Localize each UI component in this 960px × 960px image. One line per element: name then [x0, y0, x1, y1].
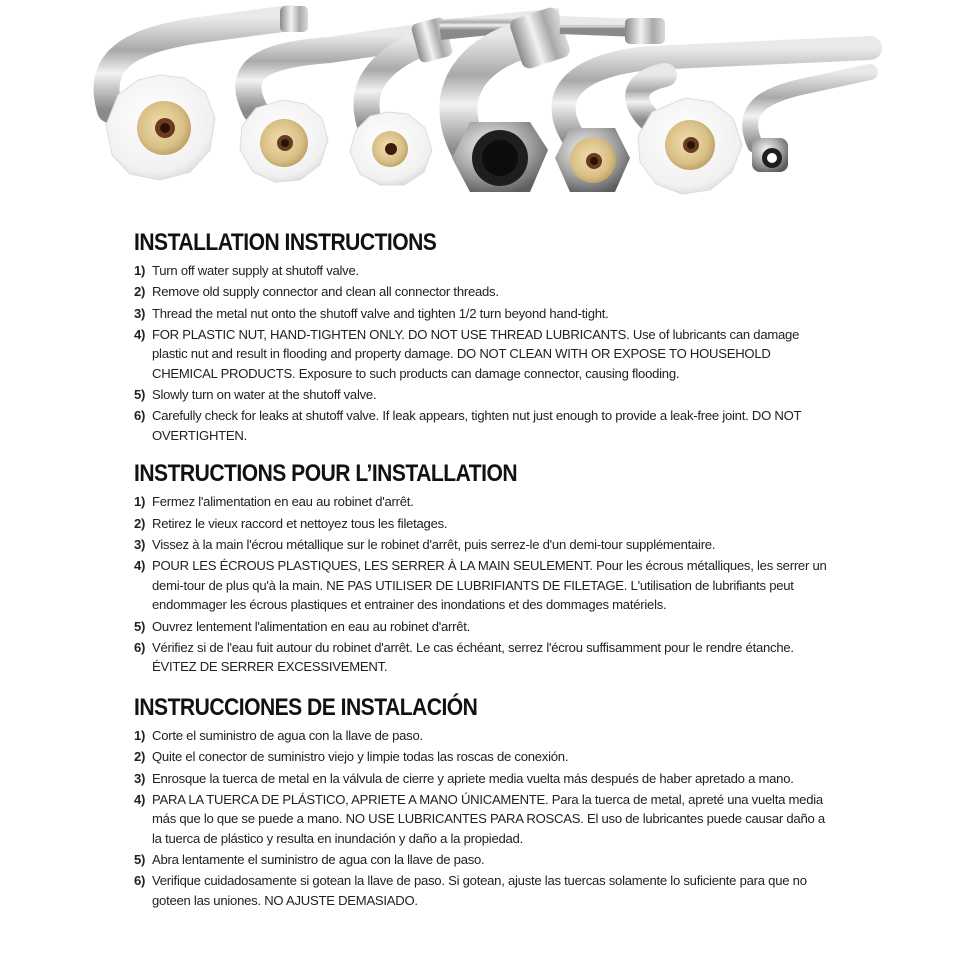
step: [134, 514, 834, 534]
step-number: 4): [134, 558, 146, 574]
step: [134, 726, 834, 746]
steps-list: [134, 726, 834, 910]
step: [134, 638, 834, 677]
section-spanish: [134, 693, 834, 910]
step-text: Vissez à la main l'écrou métallique sur le robinet d'arrêt, puis serrez-le d'un demi-tour supplémentaire.: [152, 537, 716, 553]
step-number: 3): [134, 770, 146, 786]
steps-list: [134, 492, 834, 676]
section-title: INSTRUCTIONS POUR L’INSTALLATION: [134, 460, 518, 488]
step-number: 2): [134, 515, 146, 531]
step: [134, 769, 834, 789]
step: [134, 871, 834, 910]
step-number: 2): [134, 284, 146, 300]
step-number: 4): [134, 326, 146, 342]
step-number: 3): [134, 305, 146, 321]
step: [134, 304, 834, 324]
step: [134, 617, 834, 637]
hose-7: [750, 72, 870, 172]
step-text: Remove old supply connector and clean all connector threads.: [152, 284, 499, 300]
step-number: 1): [134, 727, 146, 743]
step: [134, 535, 834, 555]
section-english: [134, 228, 834, 445]
step-text: Corte el suministro de agua con la llave de paso.: [152, 727, 423, 743]
step: [134, 325, 834, 384]
step-text: Slowly turn on water at the shutoff valve.: [152, 387, 377, 403]
product-photo: [0, 0, 960, 215]
step-text: PARA LA TUERCA DE PLÁSTICO, APRIETE A MANO ÚNICAMENTE. Para la tuerca de metal, apreté una vuelta media más que lo que se puede a mano. NO USE LUBRICANTES PARA ROSCAS. El uso de lubricantes puede causar daño a la tuerca de plástico y resulta en inundación y daño a la propiedad.: [152, 791, 825, 846]
step-number: 6): [134, 639, 146, 655]
step: [134, 261, 834, 281]
step-number: 4): [134, 791, 146, 807]
step: [134, 492, 834, 512]
step-text: Carefully check for leaks at shutoff valve. If leak appears, tighten nut just enough to provide a leak-free joint. DO NOT OVERTIGHTEN.: [152, 408, 802, 443]
step-number: 5): [134, 387, 146, 403]
step-number: 3): [134, 537, 146, 553]
step-text: Verifique cuidadosamente si gotean la llave de paso. Si gotean, ajuste las tuercas solamente lo suficiente para que no goteen las uniones. NO AJUSTE DEMASIADO.: [152, 873, 807, 908]
step: [134, 747, 834, 767]
step-text: Retirez le vieux raccord et nettoyez tous les filetages.: [152, 515, 448, 531]
steps-list: [134, 261, 834, 445]
step-number: 2): [134, 749, 146, 765]
section-title: INSTRUCCIONES DE INSTALACIÓN: [134, 693, 478, 721]
step-text: FOR PLASTIC NUT, HAND-TIGHTEN ONLY. DO NOT USE THREAD LUBRICANTS. Use of lubricants can damage plastic nut and result in flooding and property damage. DO NOT CLEAN WITH OR EXPOSE TO HOUSEHOLD CHEMICAL PRODUCTS. Exposure to such products can damage connector, causing flooding.: [152, 326, 800, 381]
step-text: Thread the metal nut onto the shutoff valve and tighten 1/2 turn beyond hand-tight.: [152, 305, 609, 321]
hose-6: [637, 75, 742, 194]
step: [134, 790, 834, 849]
step-text: Fermez l'alimentation en eau au robinet d'arrêt.: [152, 494, 414, 510]
step-number: 6): [134, 873, 146, 889]
step-number: 6): [134, 408, 146, 424]
step: [134, 850, 834, 870]
section-french: [134, 459, 834, 676]
instructions-content: [134, 228, 834, 924]
step-text: Quite el conector de suministro viejo y limpie todas las roscas de conexión.: [152, 749, 569, 765]
step: [134, 282, 834, 302]
step-text: Enrosque la tuerca de metal en la válvula de cierre y apriete media vuelta más después de haber apretado a mano.: [152, 770, 794, 786]
step-text: Abra lentamente el suministro de agua con la llave de paso.: [152, 852, 485, 868]
step-number: 5): [134, 618, 146, 634]
step: [134, 385, 834, 405]
step: [134, 406, 834, 445]
step-text: Ouvrez lentement l'alimentation en eau au robinet d'arrêt.: [152, 618, 471, 634]
step-number: 5): [134, 852, 146, 868]
step-number: 1): [134, 263, 146, 278]
step-text: Turn off water supply at shutoff valve.: [152, 263, 359, 278]
step-text: POUR LES ÉCROUS PLASTIQUES, LES SERRER À LA MAIN SEULEMENT. Pour les écrous métalliques, les serrer un demi-tour de plus qu'à la main. NE PAS UTILISER DE LUBRIFIANTS DE FILETAGE. L'utilisation de lubrifiants peut endommager les écrous plastiques et entrainer des inondations et des dommages matériels.: [152, 558, 827, 613]
step-text: Vérifiez si de l'eau fuit autour du robinet d'arrêt. Le cas échéant, serrez l'écrou suffisamment pour le rendre étanche. ÉVITEZ DE SERRER EXCESSIVEMENT.: [152, 639, 794, 675]
step: [134, 556, 834, 615]
step-number: 1): [134, 494, 146, 510]
section-title: INSTALLATION INSTRUCTIONS: [134, 229, 437, 256]
